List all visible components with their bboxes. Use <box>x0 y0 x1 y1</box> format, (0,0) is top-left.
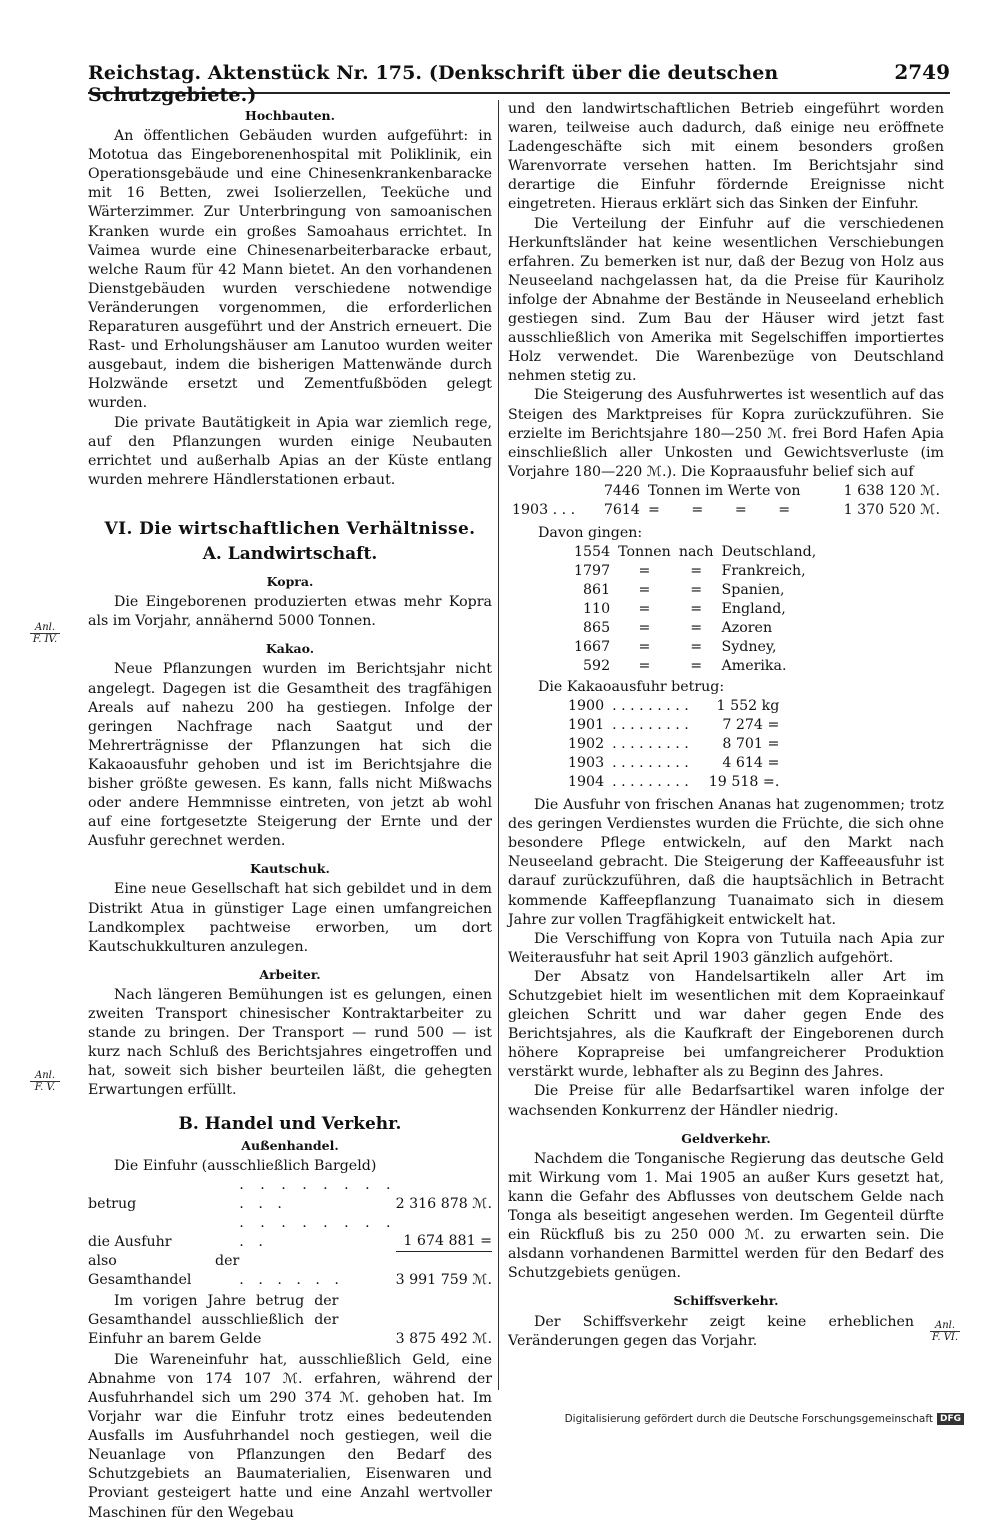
margin-note-handel: Anl. F. V. <box>30 1070 60 1093</box>
dfg-logo: DFG <box>937 1413 964 1425</box>
table-row: 865 = = Azoren <box>583 619 773 636</box>
leader-dots: . . . . . . <box>239 1271 344 1288</box>
paragraph-wareneinfuhr: Die Wareneinfuhr hat, ausschließlich Geld, eine Abnahme von 174 107 ℳ. erfahren, während der Ausfuhrhandel sich um 290 374 ℳ. gehoben hat. Im Vorjahr war die Einfuhr trotz eines bedeutenden Ausfalls im Ausfuhrhandel noch gestiegen, weil die Neuanlage von Pflanzungen den Bedarf des Schutzgebiets an Baumaterialien, Eisenwaren und Proviant gesteigert hatte und eine Anzahl wertvoller Maschinen für den Wegebau <box>88 1351 492 1521</box>
paragraph-kakao: Neue Pflanzungen wurden im Berichtsjahr nicht angelegt. Dagegen ist die Gesamtheit des tragfähigen Areals auf nahezu 200 ha gestiegen. Infolge der geringen Nachfrage nach Saatgut und der Mehrerträgnisse der Pflanzungen hat sich die Kakaoausfuhr gehoben und ist im Berichtsjahre die bisher größte gewesen. Es kann, falls nicht Mißwachs oder andere Hemmnisse eintreten, von jetzt ab wohl auf eine fortgesetzte Steigerung der Ernte und der Ausfuhr gerechnet werden. <box>88 661 492 850</box>
table-row: 1901 . . . . . . . . . 7 274 = <box>568 717 780 734</box>
paragraph-hochbauten-2: Die private Bautätigkeit in Apia war ziemlich rege, auf den Pflanzungen wurden einige Neubauten errichtet und außerhalb Apias an der Küste entlang wurden mehrere Händlerstationen erbaut. <box>88 414 492 488</box>
heading-kakao: Kakao. <box>265 641 315 657</box>
heading-schiffsverkehr: Schiffsverkehr. <box>673 1293 779 1309</box>
table-row: 1904 . . . . . . . . . 19 518 =. <box>568 774 780 791</box>
heading-hochbauten: Hochbauten. <box>245 108 335 123</box>
heading-geldverkehr: Geldverkehr. <box>681 1130 771 1146</box>
paragraph-right-2: Die Verteilung der Einfuhr auf die verschiedenen Herkunftsländer hat keine wesentlichen Verschiebungen erfahren. Zu bemerken ist nur, daß der Bezug von Holz aus Neuseeland nachgelassen hat, da die Preise für Kauriholz infolge der Abnahme der Bestände in Neuseeland erheblich gestiegen sind. Zum Bau der Häuser wird jetzt fast ausschließlich von Amerika mit Segelschiffen importiertes Holz verwendet. Die Warenbezüge von Deutschland nehmen stetig zu. <box>508 215 944 385</box>
heading-arbeiter: Arbeiter. <box>259 966 321 982</box>
kopra-value: 1 638 120 ℳ. <box>843 482 940 499</box>
table-row: 1902 . . . . . . . . . 8 701 = <box>568 736 780 753</box>
paragraph-hochbauten-1: An öffentlichen Gebäuden wurden aufgeführt: in Mototua das Eingeborenenhospital mit Poliklinik, ein Operationsgebäude und eine Chinesenkrankenbaracke mit 16 Betten, zwei Isolierzellen, Teeküche und Wärterzimmer. Zur Unterbringung von samoanischen Kranken wurde ein großes Samoahaus errichtet. In Vaimea wurde eine Chinesenarbeiterbaracke erbaut, welche Raum für 42 Mann bietet. An den vorhandenen Dienstgebäuden wurden verschiedene notwendige Veränderungen vorgenommen, die erforderlichen Reparaturen ausgeführt und der Anstrich erneuert. Die Rast- und Erholungshäuser am Lanutoo wurden weiter ausgebaut, indem die bisherigen Mattenwände durch Holzwände ersetzt und Zementfußböden gelegt wurden. <box>88 128 492 412</box>
trade-label: also der Gesamthandel <box>88 1252 240 1288</box>
trade-value: 1 674 881 = <box>403 1233 492 1250</box>
table-row: 1667 = = Sydney, <box>574 638 777 655</box>
paragraph-right-8: Nachdem die Tonganische Regierung das deutsche Geld mit Wirkung vom 1. Mai 1905 an außer Kurs gesetzt hat, kann die Gefahr des Abflusses von deutschem Gelde nach Tonga als beseitigt angesehen werden. Im Gegenteil dürfte ein Rückfluß bis zu 250 000 ℳ. zu erwarten sein. Die alsdann vorhandenen Barmittel werden für den Bedarf des Schutzgebiets genügen. <box>508 1150 944 1282</box>
section-a-title: A. Landwirtschaft. <box>202 543 378 564</box>
table-row <box>88 1252 492 1290</box>
paragraph-kautschuk: Eine neue Gesellschaft hat sich gebildet und in dem Distrikt Atua in günstiger Lage einen umfangreichen Landkomplex pachtweise erworben, um dort Kautschukkulturen anzulegen. <box>88 881 492 955</box>
section-vi-title: VI. Die wirtschaftlichen Verhältnisse. <box>104 518 476 539</box>
paragraph-arbeiter: Nach längeren Bemühungen ist es gelungen, einen zweiten Transport chinesischer Kontraktarbeiter zu stande zu bringen. Der Transport — rund 500 — ist kurz nach Schluß des Berichtsjahres eingetroffen und hat, soweit sich bisher beurteilen läßt, die gehegten Erwartungen erfüllt. <box>88 986 492 1099</box>
table-row: 1554 Tonnen nach Deutschland, <box>574 543 817 560</box>
footer-text: Digitalisierung gefördert durch die Deutsche Forschungsgemeinschaft <box>564 1413 933 1425</box>
table-row: 110 = = England, <box>583 600 786 617</box>
einfuhr-intro: Die Einfuhr (ausschließlich Bargeld) <box>114 1157 377 1174</box>
table-row <box>508 482 944 501</box>
digitization-footer <box>565 1413 964 1425</box>
kopra-year: 1903 . . . <box>512 501 576 518</box>
trade-value: 2 316 878 ℳ. <box>395 1195 492 1212</box>
kopra-amount: 7614 <box>603 501 640 518</box>
section-b-title: B. Handel und Verkehr. <box>178 1113 402 1134</box>
table-row <box>508 501 944 520</box>
running-title: Reichstag. Aktenstück Nr. 175. (Denkschrift über die deutschen Schutzgebiete.) <box>88 62 779 106</box>
vorjahr-table <box>88 1292 492 1349</box>
paragraph-right-7: Die Preise für alle Bedarfsartikel waren infolge der wachsenden Konkurrenz der Händler niedrig. <box>508 1083 944 1119</box>
kopra-text: = = = = <box>647 501 791 518</box>
table-row: 1900 . . . . . . . . . 1 552 kg <box>568 698 780 715</box>
trade-label: betrug <box>88 1195 137 1212</box>
table-row: 1797 = = Frankreich, <box>574 562 806 579</box>
page-number: 2749 <box>894 60 950 84</box>
destinations-table <box>570 543 820 676</box>
table-row <box>88 1292 492 1349</box>
table-row <box>88 1176 492 1214</box>
kopra-year <box>508 482 594 501</box>
kopra-export-table <box>508 482 944 520</box>
table-row: 592 = = Amerika. <box>583 657 787 674</box>
table-row: 861 = = Spanien, <box>583 581 785 598</box>
heading-kautschuk: Kautschuk. <box>250 861 330 877</box>
kopra-amount: 7446 <box>603 482 640 499</box>
leader-dots: . . . . . . . . . . <box>239 1214 396 1250</box>
vorjahr-value: 3 875 492 ℳ. <box>395 1330 492 1347</box>
kakao-export-intro: Die Kakaoausfuhr betrug: <box>538 678 725 695</box>
trade-table <box>88 1176 492 1290</box>
paragraph-right-4: Die Ausfuhr von frischen Ananas hat zugenommen; trotz des geringen Verdienstes wurden die Früchte, die sich ohne besondere Pflege entwickeln, auf den Markt nach Neuseeland gebracht. Die Steigerung der Kaffeeausfuhr ist darauf zurückzuführen, daß die hauptsächlich in Betracht kommende Kaffeepflanzung Tuanaimato sich in diesem Jahre zur vollen Tragfähigkeit entwickelt hat. <box>508 797 944 928</box>
paragraph-right-1: und den landwirtschaftlichen Betrieb eingeführt worden waren, teilweise auch dadurch, daß einige neu eröffnete Ladengeschäfte sich mit einem besonders großen Warenvorrate versehen hatten. Im Berichtsjahr sind derartige die Einfuhr fördernde Ereignisse nicht eingetreten. Hieraus erklärt sich das Sinken der Einfuhr. <box>508 101 944 213</box>
table-row: 1903 . . . . . . . . . 4 614 = <box>568 755 780 772</box>
left-column <box>88 100 492 1523</box>
kopra-text: Tonnen im Werte von <box>647 482 801 499</box>
margin-note-kakao: Anl. F. IV. <box>30 622 60 645</box>
leader-dots: . . . . . . . . . . . <box>239 1176 396 1212</box>
paragraph-kopra: Die Eingeborenen produzierten etwas mehr Kopra als im Vorjahr, annähernd 5000 Tonnen. <box>88 594 492 630</box>
heading-kopra: Kopra. <box>266 574 314 590</box>
vorjahr-text: Im vorigen Jahre betrug der Gesamthandel ausschließlich der Einfuhr an barem Gelde <box>88 1292 339 1347</box>
heading-aussenhandel: Außenhandel. <box>241 1137 339 1153</box>
paragraph-right-6: Der Absatz von Handelsartikeln aller Art im Schutzgebiet hielt im wesentlichen mit dem Kopraeinkauf gleichen Schritt und war daher gegen Ende des Berichtsjahres, als die Kaufkraft der Eingeborenen durch höhere Koprapreise bei umfangreicherer Produktion verstärkt wurde, lebhafter als zu Beginn des Jahres. <box>508 968 944 1081</box>
trade-value: 3 991 759 ℳ. <box>396 1252 492 1290</box>
page-header <box>88 60 950 106</box>
davon-label: Davon gingen: <box>538 524 643 541</box>
right-column <box>508 100 944 1351</box>
table-row <box>88 1214 492 1252</box>
paragraph-right-5: Die Verschiffung von Kopra von Tutuila nach Apia zur Weiterausfuhr hat seit April 1903 gänzlich aufgehört. <box>508 930 944 966</box>
trade-label: die Ausfuhr <box>88 1233 172 1250</box>
kakao-export-table <box>564 697 783 792</box>
column-divider <box>498 100 499 1390</box>
paragraph-right-3: Die Steigerung des Ausfuhrwertes ist wesentlich auf das Steigen des Marktpreises für Kopra zurückzuführen. Sie erzielte im Berichtsjahre 180—250 ℳ. frei Bord Hafen Apia einschließlich aller Unkosten und Gewichtsverluste (im Vorjahre 180—220 ℳ.). Die Kopraausfuhr belief sich auf <box>508 387 944 480</box>
paragraph-right-9: Der Schiffsverkehr zeigt keine erheblichen Veränderungen gegen das Vorjahr. <box>508 1313 914 1349</box>
kopra-value: 1 370 520 ℳ. <box>843 501 940 518</box>
margin-note-schiffsverkehr: Anl. F. VI. <box>931 1320 959 1343</box>
